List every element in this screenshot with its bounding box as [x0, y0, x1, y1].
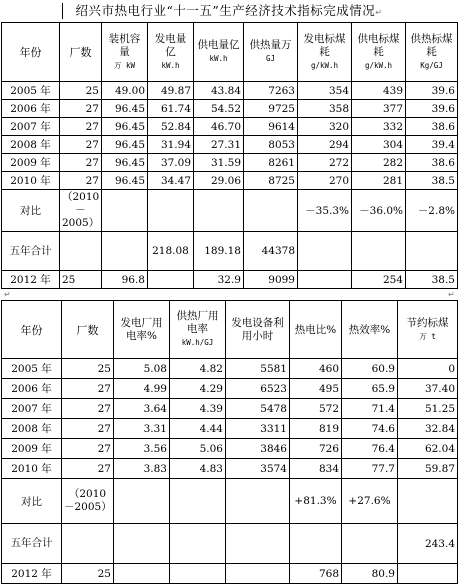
cell-compare-thermo: +81.3% [290, 479, 342, 524]
cell-empty [170, 524, 226, 564]
table-production-indicators [1, 22, 458, 289]
cell-power-rate: 3.56 [114, 439, 170, 459]
cell-gen-coal: 354 [298, 82, 352, 100]
header-power-supply-unit: kW.h [209, 54, 228, 63]
cell-total-power-supply: 189.18 [194, 232, 244, 271]
cell-heat-supply: 8053 [244, 136, 298, 154]
cell-heat-coal: 38.5 [406, 271, 458, 289]
cell-heat-coal: 39.6 [406, 100, 458, 118]
cell-year: 2005 年 [2, 82, 60, 100]
cell-capacity: 96.45 [102, 136, 148, 154]
cell-hours: 3846 [226, 439, 290, 459]
header-thermo-ratio: 热电比% [290, 301, 342, 359]
cell-year: 2007 年 [2, 118, 60, 136]
cell-heat-rate: 4.39 [170, 399, 226, 419]
document-title [0, 0, 458, 22]
cell-empty [114, 524, 170, 564]
cell-hours: 5478 [226, 399, 290, 419]
cell-heat-supply: 9725 [244, 100, 298, 118]
cell-year: 2012 年 [2, 564, 62, 584]
cell-year: 2010 年 [2, 459, 62, 479]
header-coal-saving-unit: 万 t [419, 331, 436, 341]
cell-empty [406, 232, 458, 271]
cell-coal-saving: 32.84 [398, 419, 458, 439]
cell-plants: 25 [60, 82, 102, 100]
cell-power-rate: 3.83 [114, 459, 170, 479]
header-coal-saving [398, 301, 458, 359]
cell-heat-eff: 76.4 [342, 439, 398, 459]
table-row [2, 136, 458, 154]
cell-power-rate: 3.64 [114, 399, 170, 419]
cell-capacity: 96.8 [102, 271, 148, 289]
header-heat-coal-text: 供热标煤耗 [410, 32, 453, 58]
cell-power-supply: 29.06 [194, 172, 244, 190]
cell-power-gen: 49.87 [148, 82, 194, 100]
cell-thermo-ratio: 819 [290, 419, 342, 439]
cell-year: 2012 年 [2, 271, 60, 289]
header-supply-coal [352, 23, 406, 82]
table-row [2, 82, 458, 100]
table-row [2, 419, 458, 439]
header-year: 年份 [2, 23, 60, 82]
header-heat-supply [244, 23, 298, 82]
header-power-gen-text: 发电量亿 [154, 32, 187, 58]
header-gen-coal [298, 23, 352, 82]
cell-heat-eff: 74.6 [342, 419, 398, 439]
table1-header-row [2, 23, 458, 82]
cell-coal-saving [398, 564, 458, 584]
cell-capacity: 96.45 [102, 154, 148, 172]
cell-plants: 25 [62, 359, 114, 379]
cell-empty [226, 524, 290, 564]
cell-empty [170, 479, 226, 524]
cell-supply-coal: 304 [352, 136, 406, 154]
cell-year: 2009 年 [2, 439, 62, 459]
cell-hours: 3574 [226, 459, 290, 479]
cell-gen-coal: 358 [298, 100, 352, 118]
cell-plants: 27 [62, 439, 114, 459]
cell-capacity: 96.45 [102, 172, 148, 190]
cell-compare-supply-coal: －36.0% [352, 190, 406, 232]
header-gen-coal-text: 发电标煤耗 [303, 32, 346, 58]
cell-empty [114, 479, 170, 524]
header-coal-saving-text: 节约标煤 [406, 316, 449, 329]
header-power-gen-unit: kW.h [161, 60, 180, 70]
cell-power-gen: 31.94 [148, 136, 194, 154]
cell-plants: 27 [60, 136, 102, 154]
table-row [2, 100, 458, 118]
cell-thermo-ratio: 726 [290, 439, 342, 459]
cell-compare-period: （2010－2005） [60, 190, 102, 232]
cell-power-rate: 4.99 [114, 379, 170, 399]
table-row [2, 459, 458, 479]
cell-empty [62, 524, 114, 564]
end-mark: ↵ [4, 290, 11, 299]
cell-year: 2008 年 [2, 419, 62, 439]
cell-heat-eff: 80.9 [342, 564, 398, 584]
cell-plants: 27 [62, 399, 114, 419]
cell-empty [290, 524, 342, 564]
table-row [2, 359, 458, 379]
cell-heat-coal: 38.6 [406, 118, 458, 136]
table-row-2012 [2, 564, 458, 584]
cell-power-rate: 3.31 [114, 419, 170, 439]
cell-year: 2009 年 [2, 154, 60, 172]
header-heat-supply-unit: GJ [265, 54, 276, 63]
header-heat-coal-unit: Kg/GJ [420, 60, 443, 70]
cell-supply-coal: 282 [352, 154, 406, 172]
cell-power-supply: 46.70 [194, 118, 244, 136]
cell-coal-saving: 51.25 [398, 399, 458, 419]
cell-heat-coal: 38.6 [406, 154, 458, 172]
cell-total-label: 五年合计 [2, 232, 60, 271]
header-heat-supply-text: 供热量万 [249, 39, 292, 51]
cell-power-gen: 52.84 [148, 118, 194, 136]
cell-empty [398, 479, 458, 524]
cell-power-supply: 32.9 [194, 271, 244, 289]
cell-plants: 27 [60, 100, 102, 118]
cell-heat-rate: 4.83 [170, 459, 226, 479]
cell-empty [194, 190, 244, 232]
cell-power-gen: 61.74 [148, 100, 194, 118]
cell-power-supply: 54.52 [194, 100, 244, 118]
cell-heat-supply: 8261 [244, 154, 298, 172]
cell-year: 2010 年 [2, 172, 60, 190]
cell-empty [148, 190, 194, 232]
cell-coal-saving: 62.04 [398, 439, 458, 459]
header-capacity-unit: 万 kW [113, 60, 136, 70]
table-row [2, 379, 458, 399]
cell-power-supply: 43.84 [194, 82, 244, 100]
cell-year: 2005 年 [2, 359, 62, 379]
cell-capacity: 96.45 [102, 118, 148, 136]
title-text: 绍兴市热电行业“十一五”生产经济技术指标完成情况 [75, 3, 376, 18]
table-row [2, 118, 458, 136]
cell-heat-supply: 9614 [244, 118, 298, 136]
cell-empty [244, 190, 298, 232]
cell-power-gen: 37.09 [148, 154, 194, 172]
cell-plants: 27 [62, 379, 114, 399]
cell-gen-coal: 270 [298, 172, 352, 190]
header-hours: 发电设备利用小时 [226, 301, 290, 359]
cell-capacity: 49.00 [102, 82, 148, 100]
cell-year: 2006 年 [2, 379, 62, 399]
cell-plants: 27 [60, 172, 102, 190]
cell-empty [226, 479, 290, 524]
table-row [2, 172, 458, 190]
cell-heat-supply: 7263 [244, 82, 298, 100]
cell-supply-coal: 439 [352, 82, 406, 100]
cell-hours: 6523 [226, 379, 290, 399]
cell-empty [342, 524, 398, 564]
cell-gen-coal [298, 271, 352, 289]
cell-plants: 25 [62, 564, 114, 584]
cell-thermo-ratio: 768 [290, 564, 342, 584]
header-power-gen [148, 23, 194, 82]
header-capacity-text: 装机容量 [108, 32, 141, 58]
header-power-supply-text: 供电量亿 [197, 39, 240, 51]
cell-total-power-gen: 218.08 [148, 232, 194, 271]
header-plants: 厂数 [60, 23, 102, 82]
header-heat-rate [170, 301, 226, 359]
cell-supply-coal: 332 [352, 118, 406, 136]
cell-power-supply: 27.31 [194, 136, 244, 154]
cell-thermo-ratio: 495 [290, 379, 342, 399]
cell-heat-eff: 77.7 [342, 459, 398, 479]
cell-compare-period: （2010－2005） [62, 479, 114, 524]
cell-supply-coal: 254 [352, 271, 406, 289]
cell-empty [60, 232, 102, 271]
cell-power-supply: 31.59 [194, 154, 244, 172]
table-efficiency-indicators [1, 300, 458, 584]
cell-total-heat: 44378 [244, 232, 298, 271]
end-mark: ↵ [448, 290, 455, 299]
table-row [2, 154, 458, 172]
header-heat-rate-text: 供热厂用电率 [176, 310, 219, 335]
text-cursor [62, 3, 63, 19]
total-row [2, 232, 458, 271]
cell-heat-rate [170, 564, 226, 584]
table-row-2012 [2, 271, 458, 289]
header-gen-coal-unit: g/kW.h [310, 60, 339, 70]
cell-compare-label: 对比 [2, 190, 60, 232]
header-plants: 厂数 [62, 301, 114, 359]
cell-power-rate: 5.08 [114, 359, 170, 379]
header-heat-coal [406, 23, 458, 82]
header-supply-coal-text: 供电标煤耗 [357, 32, 400, 58]
cell-gen-coal: 294 [298, 136, 352, 154]
cell-thermo-ratio: 460 [290, 359, 342, 379]
cell-gen-coal: 320 [298, 118, 352, 136]
cell-capacity: 96.45 [102, 100, 148, 118]
cell-compare-label: 对比 [2, 479, 62, 524]
cell-year: 2006 年 [2, 100, 60, 118]
cell-power-gen: 34.47 [148, 172, 194, 190]
header-heat-eff: 热效率% [342, 301, 398, 359]
cell-empty [102, 190, 148, 232]
cell-heat-rate: 5.06 [170, 439, 226, 459]
cell-hours: 5581 [226, 359, 290, 379]
cell-empty [352, 232, 406, 271]
cell-coal-saving: 59.87 [398, 459, 458, 479]
total-row [2, 524, 458, 564]
cell-power-gen [148, 271, 194, 289]
cell-power-rate [114, 564, 170, 584]
cell-empty [298, 232, 352, 271]
table-row [2, 439, 458, 459]
cell-empty [102, 232, 148, 271]
cell-hours [226, 564, 290, 584]
header-year: 年份 [2, 301, 62, 359]
table-row [2, 399, 458, 419]
cell-heat-rate: 4.29 [170, 379, 226, 399]
cell-heat-coal: 38.5 [406, 172, 458, 190]
cell-heat-supply: 9099 [244, 271, 298, 289]
cell-total-saving: 243.4 [398, 524, 458, 564]
header-supply-coal-unit: g/kW.h [364, 60, 393, 70]
header-power-rate: 发电厂用电率% [114, 301, 170, 359]
cell-plants: 27 [62, 459, 114, 479]
header-capacity [102, 23, 148, 82]
cell-total-label: 五年合计 [2, 524, 62, 564]
header-power-supply [194, 23, 244, 82]
compare-row [2, 190, 458, 232]
cell-compare-gen-coal: －35.3% [298, 190, 352, 232]
cell-year: 2007 年 [2, 399, 62, 419]
cell-supply-coal: 281 [352, 172, 406, 190]
cell-gen-coal: 272 [298, 154, 352, 172]
cell-plants: 25 [60, 271, 102, 289]
paragraph-mark: ↵ [375, 8, 383, 17]
cell-heat-supply: 8725 [244, 172, 298, 190]
cell-coal-saving: 0 [398, 359, 458, 379]
cell-coal-saving: 37.40 [398, 379, 458, 399]
cell-plants: 27 [62, 419, 114, 439]
cell-heat-coal: 39.4 [406, 136, 458, 154]
cell-heat-rate: 4.44 [170, 419, 226, 439]
header-heat-rate-unit: kW.h/GJ [181, 338, 214, 347]
cell-thermo-ratio: 834 [290, 459, 342, 479]
cell-supply-coal: 377 [352, 100, 406, 118]
compare-row [2, 479, 458, 524]
cell-thermo-ratio: 572 [290, 399, 342, 419]
cell-plants: 27 [60, 154, 102, 172]
cell-heat-rate: 4.82 [170, 359, 226, 379]
cell-year: 2008 年 [2, 136, 60, 154]
cell-hours: 3311 [226, 419, 290, 439]
table2-header-row [2, 301, 458, 359]
cell-compare-heat-coal: －2.8% [406, 190, 458, 232]
cell-heat-coal: 39.6 [406, 82, 458, 100]
cell-compare-eff: +27.6% [342, 479, 398, 524]
cell-heat-eff: 65.9 [342, 379, 398, 399]
cell-heat-eff: 71.4 [342, 399, 398, 419]
cell-heat-eff: 60.9 [342, 359, 398, 379]
cell-plants: 27 [60, 118, 102, 136]
